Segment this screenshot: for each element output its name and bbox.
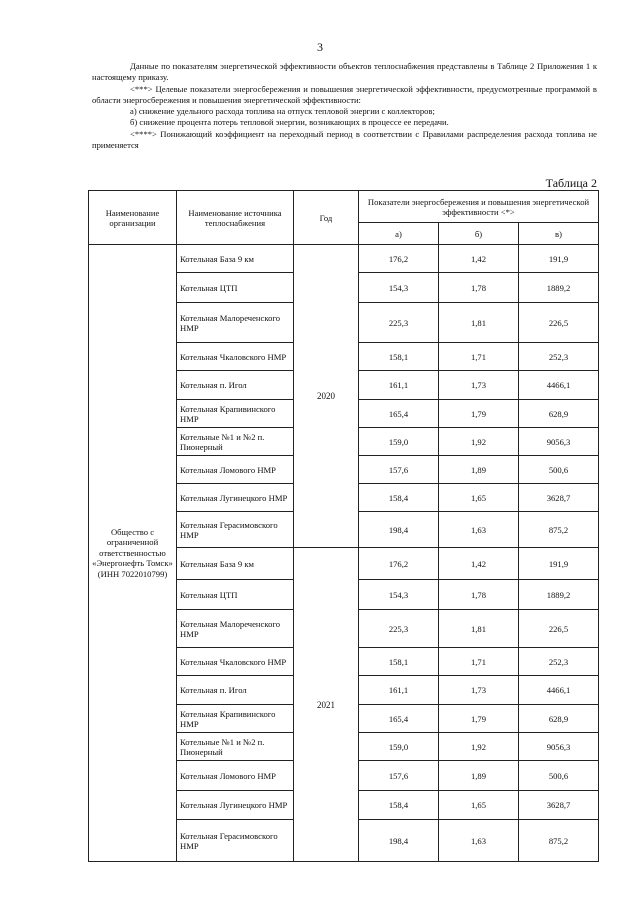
header-col-c: в) bbox=[519, 223, 599, 245]
intro-paragraph: <***> Целевые показатели энергосбережения и повышения энергетической эффективности, предусмотренные программой в области энергосбережения и повышения энергетической эффективности: bbox=[92, 83, 597, 105]
value-c: 4466,1 bbox=[519, 371, 599, 400]
value-a: 225,3 bbox=[359, 610, 439, 648]
intro-paragraph: <****> Понижающий коэффициент на переходный период в соответствии с Правилами распределения расхода топлива не применяется bbox=[92, 128, 597, 151]
year-cell: 2021 bbox=[294, 548, 359, 862]
value-a: 161,1 bbox=[359, 676, 439, 705]
value-b: 1,65 bbox=[439, 791, 519, 820]
header-source: Наименование источника теплоснабжения bbox=[177, 191, 294, 245]
value-a: 165,4 bbox=[359, 400, 439, 428]
value-c: 1889,2 bbox=[519, 580, 599, 610]
source-name: Котельные №1 и №2 п. Пионерный bbox=[177, 733, 294, 761]
value-c: 628,9 bbox=[519, 400, 599, 428]
value-b: 1,63 bbox=[439, 512, 519, 548]
source-name: Котельная Крапивинского НМР bbox=[177, 400, 294, 428]
value-b: 1,79 bbox=[439, 705, 519, 733]
source-name: Котельная Герасимовского НМР bbox=[177, 512, 294, 548]
source-name: Котельная п. Игол bbox=[177, 371, 294, 400]
value-b: 1,63 bbox=[439, 820, 519, 862]
value-b: 1,71 bbox=[439, 648, 519, 676]
header-indicators: Показатели энергосбережения и повышения энергетической эффективности <*> bbox=[359, 191, 599, 223]
value-c: 9056,3 bbox=[519, 428, 599, 456]
source-name: Котельная п. Игол bbox=[177, 676, 294, 705]
source-name: Котельная Лугинецкого НМР bbox=[177, 484, 294, 512]
value-a: 161,1 bbox=[359, 371, 439, 400]
source-name: Котельная Малореченского НМР bbox=[177, 610, 294, 648]
table-caption: Таблица 2 bbox=[545, 176, 597, 190]
intro-text bbox=[92, 61, 597, 151]
source-name: Котельная Крапивинского НМР bbox=[177, 705, 294, 733]
value-b: 1,89 bbox=[439, 761, 519, 791]
value-c: 4466,1 bbox=[519, 676, 599, 705]
intro-paragraph: а) снижение удельного расхода топлива на отпуск тепловой энергии с коллекторов; bbox=[130, 106, 435, 117]
source-name: Котельная Герасимовского НМР bbox=[177, 820, 294, 862]
value-b: 1,73 bbox=[439, 676, 519, 705]
value-b: 1,71 bbox=[439, 343, 519, 371]
value-a: 154,3 bbox=[359, 273, 439, 303]
value-c: 9056,3 bbox=[519, 733, 599, 761]
value-b: 1,42 bbox=[439, 548, 519, 580]
header-org: Наименование организации bbox=[89, 191, 177, 245]
value-b: 1,73 bbox=[439, 371, 519, 400]
value-b: 1,89 bbox=[439, 456, 519, 484]
source-name: Котельная Лугинецкого НМР bbox=[177, 791, 294, 820]
value-a: 165,4 bbox=[359, 705, 439, 733]
value-c: 628,9 bbox=[519, 705, 599, 733]
value-a: 158,4 bbox=[359, 484, 439, 512]
value-b: 1,42 bbox=[439, 245, 519, 273]
value-c: 252,3 bbox=[519, 343, 599, 371]
value-b: 1,79 bbox=[439, 400, 519, 428]
header-year: Год bbox=[294, 191, 359, 245]
value-c: 226,5 bbox=[519, 610, 599, 648]
value-a: 158,4 bbox=[359, 791, 439, 820]
value-a: 198,4 bbox=[359, 512, 439, 548]
value-c: 226,5 bbox=[519, 303, 599, 343]
value-a: 154,3 bbox=[359, 580, 439, 610]
value-c: 500,6 bbox=[519, 761, 599, 791]
source-name: Котельная Малореченского НМР bbox=[177, 303, 294, 343]
table-row bbox=[89, 245, 599, 273]
value-a: 176,2 bbox=[359, 548, 439, 580]
value-a: 157,6 bbox=[359, 761, 439, 791]
source-name: Котельная Чкаловского НМР bbox=[177, 343, 294, 371]
value-b: 1,81 bbox=[439, 610, 519, 648]
value-a: 176,2 bbox=[359, 245, 439, 273]
value-a: 159,0 bbox=[359, 733, 439, 761]
source-name: Котельная Чкаловского НМР bbox=[177, 648, 294, 676]
source-name: Котельная База 9 км bbox=[177, 245, 294, 273]
value-b: 1,65 bbox=[439, 484, 519, 512]
value-b: 1,81 bbox=[439, 303, 519, 343]
header-col-b: б) bbox=[439, 223, 519, 245]
intro-paragraph: б) снижение процента потерь тепловой энергии, возникающих в процессе ее передачи. bbox=[130, 117, 449, 128]
intro-paragraph: Данные по показателям энергетической эффективности объектов теплоснабжения представлены в Таблице 2 Приложения 1 к настоящему приказу. bbox=[92, 61, 597, 83]
value-a: 198,4 bbox=[359, 820, 439, 862]
value-a: 157,6 bbox=[359, 456, 439, 484]
value-a: 225,3 bbox=[359, 303, 439, 343]
value-c: 191,9 bbox=[519, 245, 599, 273]
value-a: 158,1 bbox=[359, 343, 439, 371]
value-b: 1,92 bbox=[439, 428, 519, 456]
energy-efficiency-table bbox=[88, 190, 599, 862]
value-c: 500,6 bbox=[519, 456, 599, 484]
source-name: Котельная Ломового НМР bbox=[177, 761, 294, 791]
source-name: Котельные №1 и №2 п. Пионерный bbox=[177, 428, 294, 456]
value-b: 1,78 bbox=[439, 273, 519, 303]
value-a: 159,0 bbox=[359, 428, 439, 456]
value-b: 1,92 bbox=[439, 733, 519, 761]
source-name: Котельная Ломового НМР bbox=[177, 456, 294, 484]
value-c: 875,2 bbox=[519, 512, 599, 548]
value-c: 875,2 bbox=[519, 820, 599, 862]
page-number: 3 bbox=[317, 40, 323, 54]
value-c: 3628,7 bbox=[519, 484, 599, 512]
value-b: 1,78 bbox=[439, 580, 519, 610]
source-name: Котельная ЦТП bbox=[177, 273, 294, 303]
header-col-a: а) bbox=[359, 223, 439, 245]
source-name: Котельная ЦТП bbox=[177, 580, 294, 610]
organization-name: Общество с ограниченной ответственностью «Энергонефть Томск» (ИНН 7022010799) bbox=[89, 245, 177, 862]
source-name: Котельная База 9 км bbox=[177, 548, 294, 580]
value-c: 252,3 bbox=[519, 648, 599, 676]
table-body bbox=[89, 245, 599, 862]
year-cell: 2020 bbox=[294, 245, 359, 548]
value-c: 3628,7 bbox=[519, 791, 599, 820]
value-c: 191,9 bbox=[519, 548, 599, 580]
value-c: 1889,2 bbox=[519, 273, 599, 303]
value-a: 158,1 bbox=[359, 648, 439, 676]
